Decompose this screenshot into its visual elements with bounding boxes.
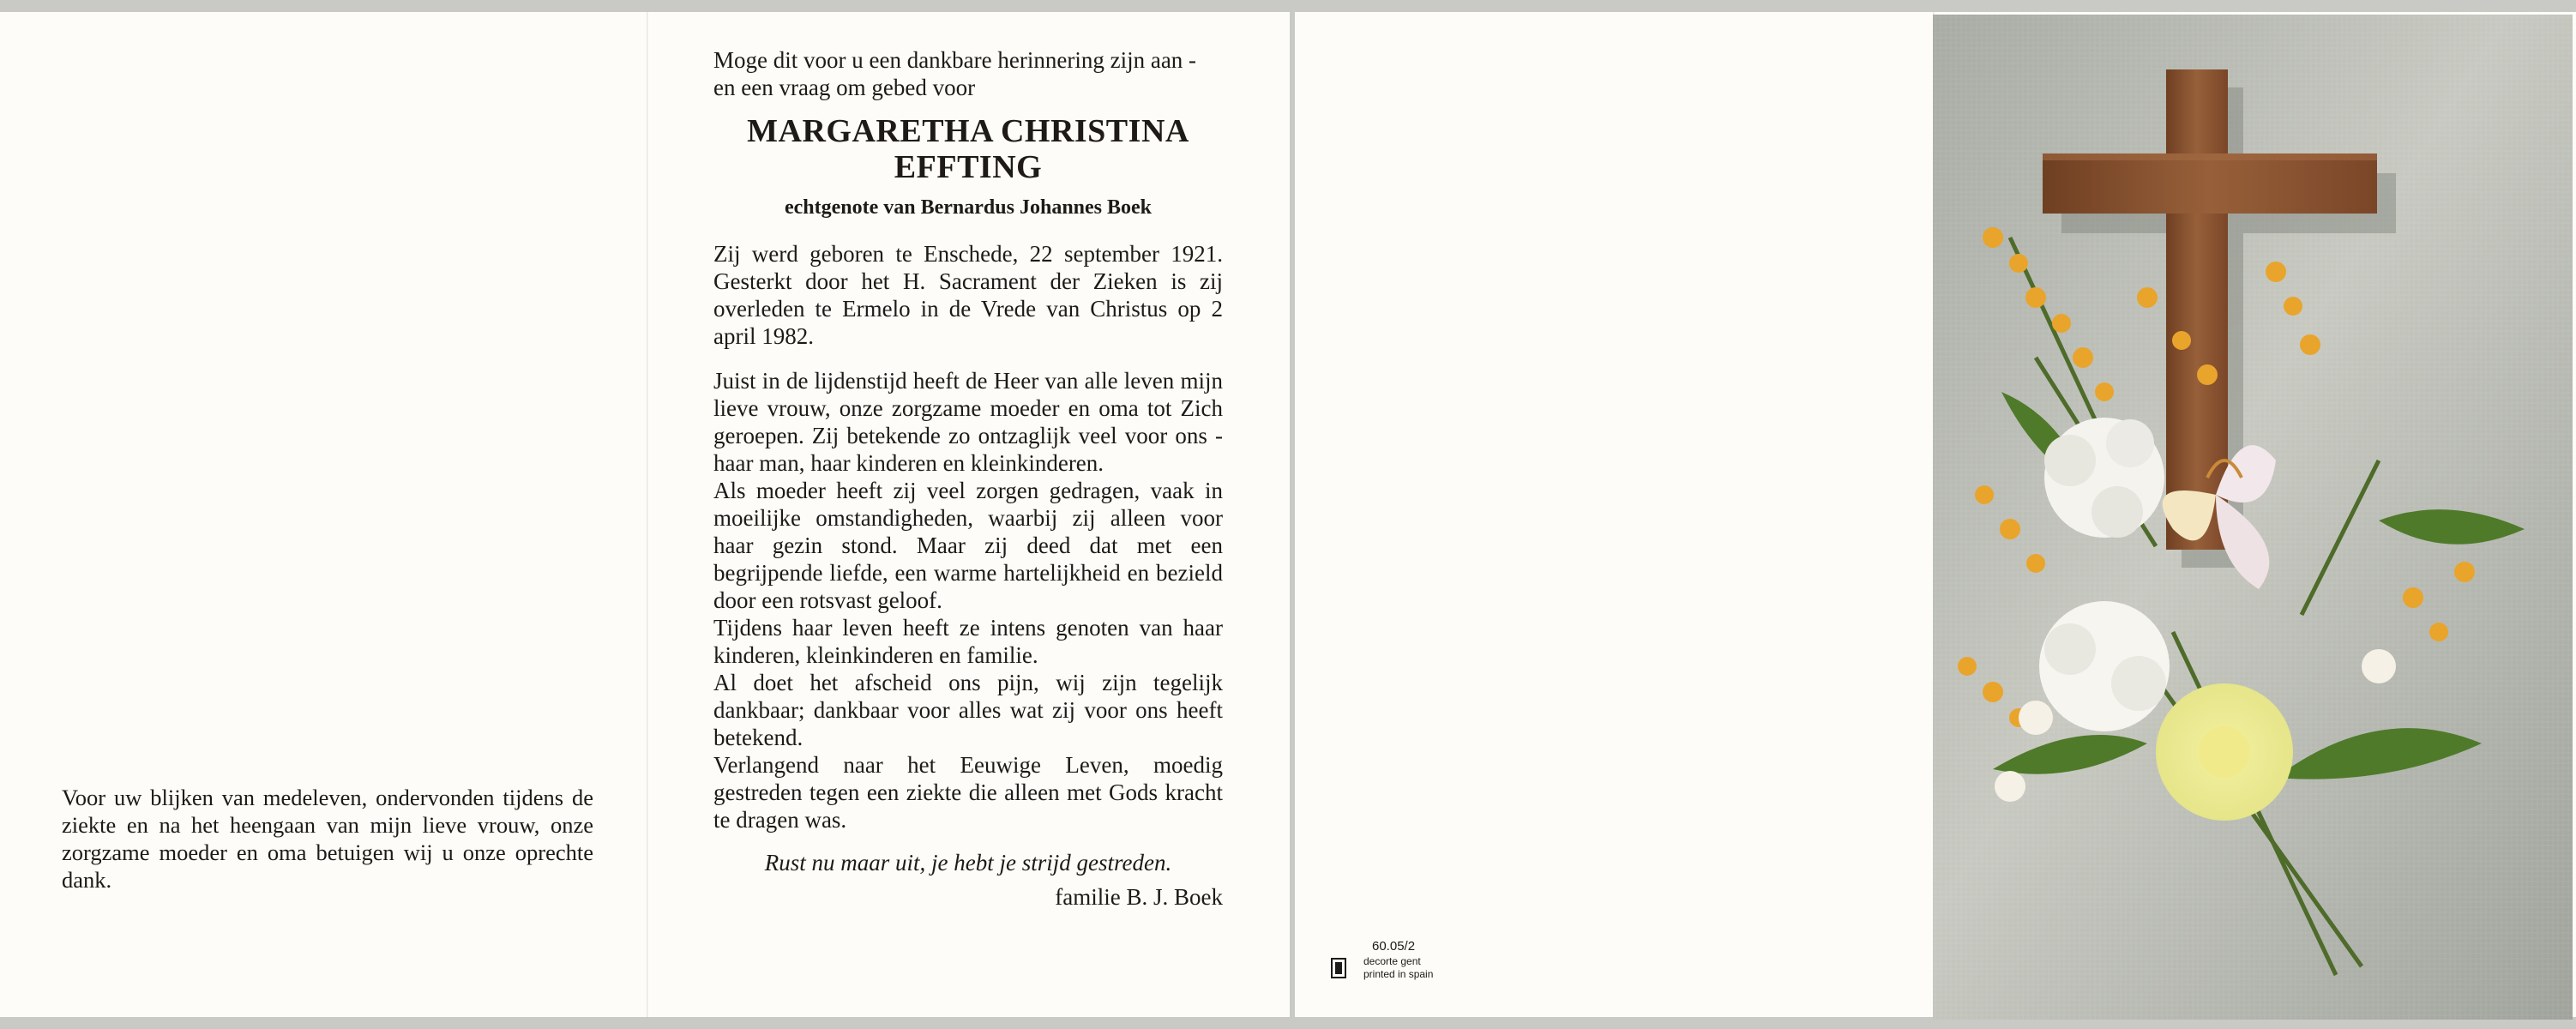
memorial-paragraph: Verlangend naar het Eeuwige Leven, moedig gestreden tegen een ziekte die alleen met Gods kracht te dragen was. <box>713 752 1223 833</box>
spouse-line: echtgenote van Bernardus Johannes Boek <box>784 196 1153 219</box>
cross-flowers-picture <box>1933 15 2573 1020</box>
memorial-paragraph: Als moeder heeft zij veel zorgen gedragen, vaak in moeilijke omstandigheden, waarbij zij alleen voor haar gezin stond. Maar zij deed dat met een begrijpende liefde, een warme hartelijkheid en bezield door een rotsvast geloof. <box>713 478 1223 613</box>
print-origin: printed in spain <box>1363 968 1434 980</box>
white-carnation <box>2039 601 2170 731</box>
memorial-paragraph: Al doet het afscheid ons pijn, wij zijn tegelijk dankbaar; dankbaar voor alles wat zij voor ons heeft betekend. <box>713 670 1223 750</box>
birth-death-paragraph: Zij werd geboren te Enschede, 22 september 1921. Gesterkt door het H. Sacrament der Zieken is zij overleden te Ermelo in de Vrede van Christus op 2 april 1982. <box>713 241 1223 349</box>
memorial-paragraph: Juist in de lijdenstijd heeft de Heer van alle leven mijn lieve vrouw, onze zorgzame moeder en oma tot Zich geroepen. Zij betekende zo ontzaglijk veel voor ons - haar man, haar kinderen en kleinkinderen. <box>713 368 1223 476</box>
pale-daffodil <box>2156 683 2293 821</box>
memorial-paragraph: Tijdens haar leven heeft ze intens genoten van haar kinderen, kleinkinderen en familie. <box>713 615 1223 668</box>
memorial-text-column <box>713 46 1223 911</box>
printer-logo-icon <box>1331 958 1346 978</box>
deceased-name-line-1: MARGARETHA CHRISTINA <box>747 113 1189 149</box>
left-card <box>0 12 1290 1017</box>
deceased-name-line-2: EFFTING <box>894 149 1043 185</box>
intro-text: Moge dit voor u een dankbare herinnering zijn aan - en een vraag om gebed voor <box>713 47 1197 100</box>
printer-name: decorte gent <box>1363 955 1421 967</box>
family-signature: familie B. J. Boek <box>1055 884 1223 910</box>
white-carnation <box>2044 418 2164 538</box>
card-fold <box>647 12 648 1017</box>
closing-quote: Rust nu maar uit, je hebt je strijd gestreden. <box>764 850 1172 876</box>
thanks-text: Voor uw blijken van medeleven, ondervonden tijdens de ziekte en na het heengaan van mijn lieve vrouw, onze zorgzame moeder en oma betuigen wij u onze oprechte dank. <box>62 785 593 893</box>
print-code: 60.05/2 <box>1372 939 1416 954</box>
